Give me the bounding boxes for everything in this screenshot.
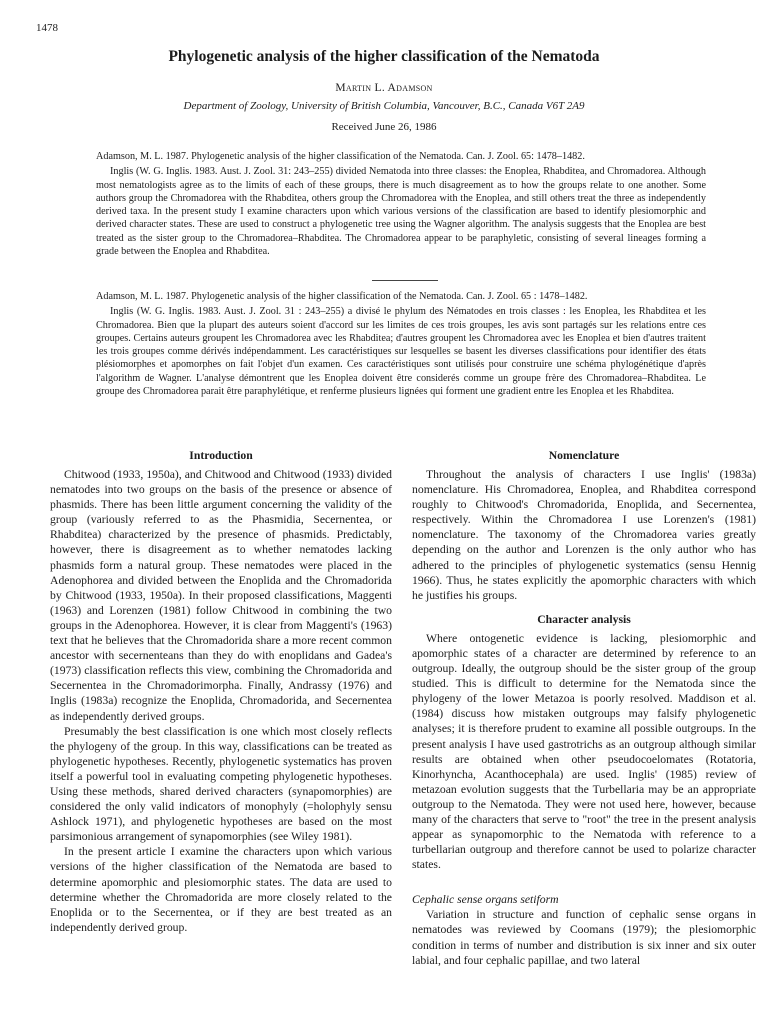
abstract-divider [372,280,438,281]
abstract-french [96,290,706,398]
paper-title: Phylogenetic analysis of the higher classification of the Nematoda [168,48,600,65]
intro-paragraph: Chitwood (1933, 1950a), and Chitwood and Chitwood (1933) divided nematodes into two groups on the basis of the presence or absence of phasmids. There has been little argument concerning the validity of the group (variously referred to as the Phasmidia, Secernentea, or Rhabditea) characterized by the presence of phasmids. Predictably, however, there is disagreement as to whether nematodes lacking phasmids form a natural group. These nematodes were placed in the Adenophorea and divided between the Enoplida and the Chromadorida by Chitwood (1933, 1950a). In their proposed classifications, Maggenti (1963) and Lorenzen (1981) follow Chitwood in combining the two groups in the Adenophorea. However, it is clear from Maggenti's (1963) text that he believes that the Chromadorida share a more recent common ancestor with secernenteans than they do with enoplidans and Gadea's (1973) classification reflects this view, combining the Chromadorida and Secernentea in the Chromadorimorpha. Finally, Andrassy (1976) and Inglis (1983a) recognize the Enoplida, Chromadorida, and Secernentea as independently derived groups. [50,468,392,723]
cephalic-paragraph: Variation in structure and function of cephalic sense organs in nematodes was reviewed by Coomans (1979); the plesiomorphic condition in terms of number and distribution is six inner and six outer labial, and four cephalic papillae, and two lateral [412,908,756,967]
abstract-citation: Adamson, M. L. 1987. Phylogenetic analysis of the higher classification of the Nematoda. Can. J. Zool. 65: 1478–1482. [96,151,585,162]
author: Martin L. Adamson [335,82,433,94]
received-date: Received June 26, 1986 [331,121,437,133]
nomenclature-paragraph: Throughout the analysis of characters I use Inglis' (1983a) nomenclature. His Chromadorea, Enoplea, and Rhabditea correspond roughly to Chitwood's Chromadorida, Enoplida, and Secernentea, respectively. Within the Chromadorea I use Lorenzen's (1981) nomenclature. The taxonomy of the Chromadorea varies greatly depending on the author and Lorenzen is the only author who has adhered to the principles of phylogenetic systematics (sensu Hennig 1966). Thus, he states explicitly the apomorphic characters with which he justifies his groups. [412,468,756,602]
abstract-text: Inglis (W. G. Inglis. 1983. Aust. J. Zool. 31: 243–255) divided Nematoda into three classes: the Enoplea, Rhabditea, and Chromadorea. Although most nematologists agree as to the limits of each of these groups, there is much disagreement as to how the groups relate to one another. Some authors group the Chromadorea with the Rhabditea, others group the Chromadorea with the Enoplea, and still others treat the three as independently derived taxa. In the present study I examine characters upon which various versions of the classification are based to identify plesiomorphic and derived character states. These are used to construct a phylogenetic tree using the Wagner algorithm. The analysis suggests that the Enoplea are best treated as the sister group to the Chromadorea–Rhabditea. The Chromadorea appear to be paraphyletic, consisting of several lineages forming a grade between the Enoplea and Rhabditea. [96,166,706,258]
right-column [412,448,756,968]
intro-paragraph: In the present article I examine the characters upon which various versions of the higher classification of the Nematoda are based to determine apomorphic and plesiomorphic states. The data are used to determine whether the Chromadorida are more closely related to the Enoplida or to the Secernentea, or if they are best treated as an independently derived group. [50,845,392,934]
section-heading-character-analysis: Character analysis [537,612,631,626]
resume-text: Inglis (W. G. Inglis. 1983. Aust. J. Zool. 31 : 243–255) a divisé le phylum des Nématodes en trois classes : les Enoplea, les Rhabditea et les Chromadorea. Bien que la plupart des auteurs soient d'accord sur les limites de ces trois groupes, les avis sont partagés sur les relations entre ces groupes. Certains auteurs groupent les Chromadorea avec les Rhabditea; d'autres groupent les Chromadorea avec les Enoplea et bien d'autres traitent les trois groupes comme dérivés indépendamment. Les caractéristiques sur lesquelles se basent les diverses classifications pour identifier des états plésiomorphes et apomorphes on fait l'objet d'un examen. Ces caractéristiques sont utilisés pour construire une schéma phylogénétique d'après l'algorithm de Wagner. L'analyse démontrent que les Enoplea doivent être considerés comme un groupe frère des Chromadorea–Rhabditea. Le groupe des Chromadorea parait être paraphylétique, et renferme plusieurs lignées qui forment une gradient entre les Enoplea et les Rhabditea. [96,306,706,398]
page-number: 1478 [36,22,58,34]
resume-citation: Adamson, M. L. 1987. Phylogenetic analysis of the higher classification of the Nematoda. Can. J. Zool. 65 : 1478–1482. [96,291,588,302]
section-heading-introduction: Introduction [189,449,253,462]
section-heading-nomenclature: Nomenclature [548,449,620,462]
character-analysis-paragraph: Where ontogenetic evidence is lacking, plesiomorphic and apomorphic states of a character are determined by reference to an outgroup. Ideally, the outgroup should be the sister group of the group studied. This is difficult to determine for the Nematoda since the phylogeny of the lower Metazoa is poorly resolved. Maddison et al. (1984) discuss how mistaken outgroups may falsify phylogenetic analyses; it is therefore prudent to examine all possible outgroups. In the present analysis I have used gastrotrichs as an outgroup although similar results are obtained when other pseudocoelomates (Rotatoria, Kinorhyncha, Acanthocephala) are used. Inglis' (1985) review of metazoan evolution suggests that the Turbellaria may be an appropriate outgroup to the Nematoda. They were not used here, however, because many of the characters that serve to "root" the tree in the present analysis appear as synapomorphic to the Nematoda with reference to a turbellarian outgroup and therefore cannot be used to polarize character states. [412,631,756,872]
left-column [50,448,392,935]
affiliation: Department of Zoology, University of British Columbia, Vancouver, B.C., Canada V6T 2A9 [183,100,585,112]
intro-paragraph: Presumably the best classification is one which most closely reflects the phylogeny of the group. In this way, classifications can be treated as phylogenetic hypotheses. Recently, phylogenetic systematics has proven itself a powerful tool in evaluating competing phylogenetic hypotheses. Using these methods, shared derived characters (synapomorphies) are considered the only valid indicators of monophyly (=holophyly sensu Ashlock 1971), and phylogenetic hypotheses are based on the most parsimonious arrangement of synapomorphies (see Wiley 1981). [50,724,392,844]
abstract-english [96,150,706,258]
subsection-heading-cephalic: Cephalic sense organs setiform [412,893,559,907]
